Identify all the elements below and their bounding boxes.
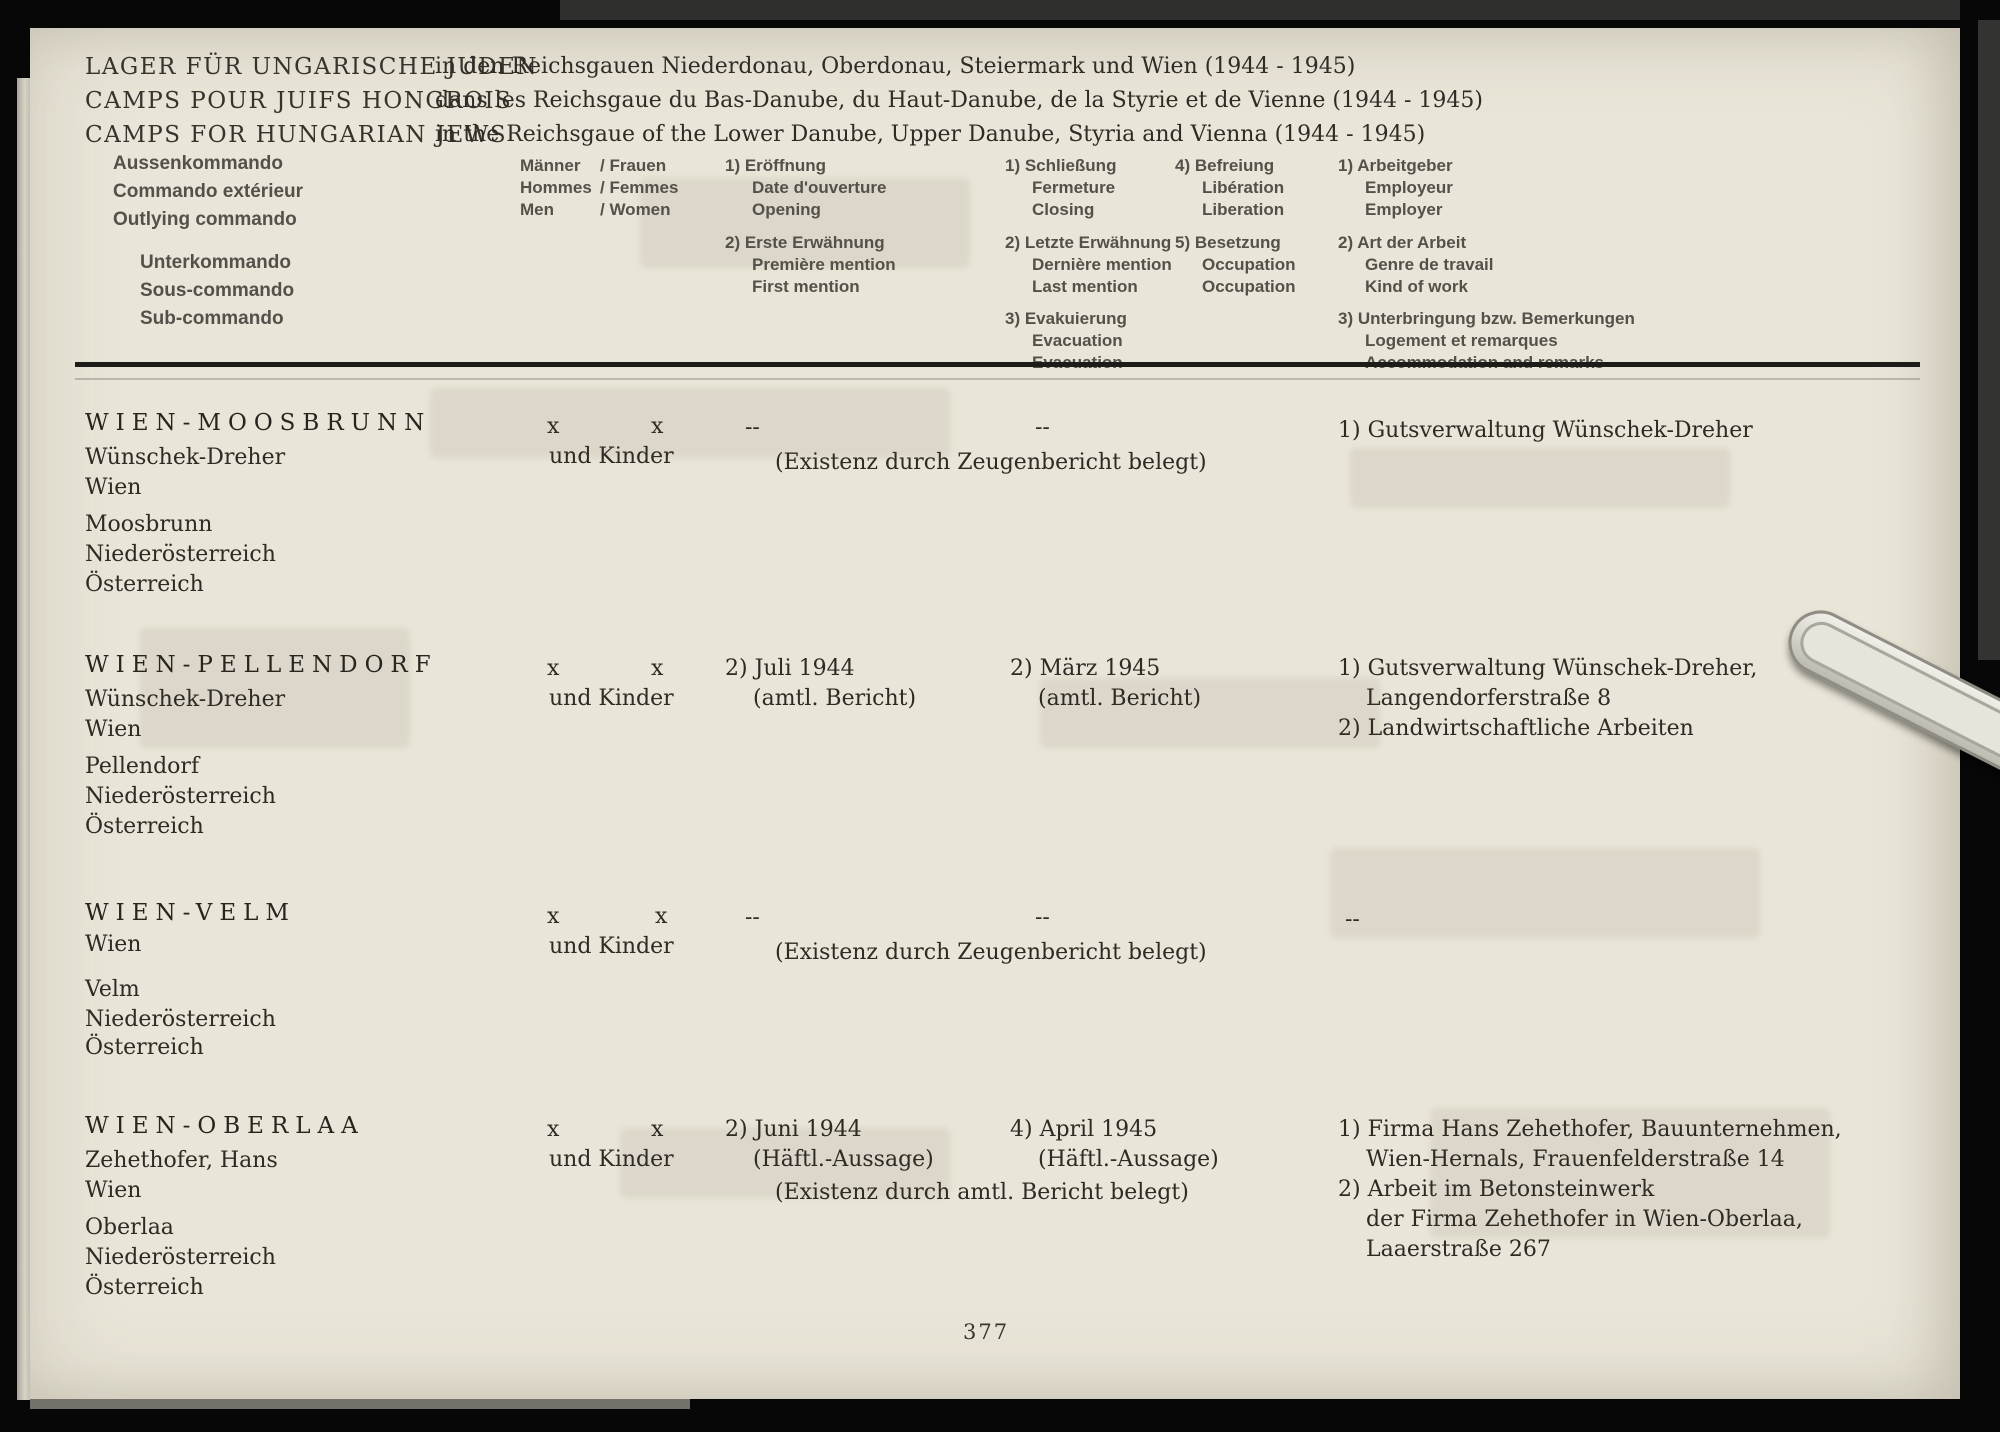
legend-line: Unterkommando [140,252,291,273]
camp-location-region: Niederösterreich [85,542,276,567]
legend-women-en: / Women [600,200,671,219]
legend-line: Commando extérieur [113,181,304,202]
existence-note: (Existenz durch Zeugenbericht belegt) [775,940,1207,965]
legend-line: Occupation [1202,255,1296,274]
employer-block [1338,416,1753,446]
scan-right-shadow [1978,20,2000,660]
first-mention-date: 2) Juni 1944 [725,1117,862,1142]
camp-city: Wien [85,475,142,500]
women-mark: x [651,1117,664,1142]
legend-line: Aussenkommando [113,153,283,174]
legend-outlying-commando [113,150,303,234]
employer-line: 1) Gutsverwaltung Wünschek-Dreher [1338,418,1753,443]
camp-location-town: Oberlaa [85,1215,174,1240]
legend-line: Fermeture [1032,178,1116,197]
legend-men-en: Men [520,200,554,219]
legend-men-de: Männer [520,156,581,175]
first-mention-source: (Häftl.-Aussage) [753,1147,934,1172]
camp-location-town: Moosbrunn [85,512,213,537]
title-region-en: in the Reichsgaue of the Lower Danube, Upper Danube, Styria and Vienna (1944 - 1945) [435,122,1426,147]
camp-location-region: Niederösterreich [85,784,276,809]
camp-city: Wien [85,1178,142,1203]
camp-operator: Zehethofer, Hans [85,1148,278,1173]
legend-line: Date d'ouverture [752,178,887,197]
legend-occupation [1175,232,1296,298]
legend-first-mention [725,232,896,298]
bleedthrough-smudge [1350,448,1730,508]
legend-line: Première mention [752,255,896,274]
kind-of-work-line: 2) Arbeit im Betonsteinwerk [1338,1177,1655,1202]
title-region-de: in den Reichsgauen Niederdonau, Oberdonau, Steiermark und Wien (1944 - 1945) [435,54,1356,79]
employer-line: Langendorferstraße 8 [1366,686,1612,711]
children-note: und Kinder [549,1147,674,1172]
kind-of-work-line: 2) Landwirtschaftliche Arbeiten [1338,716,1694,741]
employer-line: 1) Gutsverwaltung Wünschek-Dreher, [1338,656,1758,681]
legend-line: 2) Letzte Erwähnung [1005,233,1172,252]
women-mark: x [651,656,664,681]
legend-line: 3) Evakuierung [1005,309,1127,328]
camp-name: WIEN-MOOSBRUNN [85,410,432,436]
camp-location-region: Niederösterreich [85,1007,276,1032]
legend-last-mention [1005,232,1172,298]
header-divider-rule [75,362,1920,367]
legend-line: 3) Unterbringung bzw. Bemerkungen [1338,309,1635,328]
employer-block [1338,1115,1842,1265]
legend-line: Opening [752,200,821,219]
men-mark: x [547,656,560,681]
children-note: und Kinder [549,934,674,959]
legend-line: Closing [1032,200,1095,219]
legend-line: Sub-commando [140,308,284,329]
title-region-fr: dans les Reichsgaue du Bas-Danube, du Haut-Danube, de la Styrie et de Vienne (1944 - 1945) [435,88,1483,113]
legend-line: Outlying commando [113,209,297,230]
page-bottom-edge [30,1399,690,1409]
opening-value: -- [745,905,760,930]
camp-name: WIEN-PELLENDORF [85,652,438,678]
legend-women-fr: / Femmes [600,178,679,197]
page-number: 377 [963,1320,1010,1344]
legend-line: Dernière mention [1032,255,1172,274]
employer-value: -- [1345,907,1360,932]
legend-kind-of-work [1338,232,1494,298]
liberation-source: (Häftl.-Aussage) [1038,1147,1219,1172]
legend-liberation [1175,155,1284,221]
legend-line: 1) Eröffnung [725,156,827,175]
men-mark: x [547,1117,560,1142]
legend-sub-commando [140,249,294,333]
first-mention-date: 2) Juli 1944 [725,656,855,681]
camp-name: WIEN-OBERLAA [85,1113,365,1139]
legend-line: 2) Art der Arbeit [1338,233,1467,252]
children-note: und Kinder [549,444,674,469]
kind-of-work-line: Laaerstraße 267 [1366,1237,1551,1262]
employer-line: Wien-Hernals, Frauenfelderstraße 14 [1366,1147,1785,1172]
closing-value: -- [1035,415,1050,440]
legend-line: Employer [1365,200,1443,219]
camp-location-town: Velm [85,977,140,1002]
women-mark: x [655,904,668,929]
employer-block [1338,654,1757,744]
men-mark: x [547,904,560,929]
legend-line: Liberation [1202,200,1285,219]
camp-location-country: Österreich [85,1275,204,1300]
kind-of-work-line: der Firma Zehethofer in Wien-Oberlaa, [1366,1207,1803,1232]
title-line-fr: CAMPS POUR JUIFS HONGROIS [85,88,513,114]
legend-line: Kind of work [1365,277,1468,296]
first-mention-source: (amtl. Bericht) [753,686,917,711]
camp-location-town: Pellendorf [85,754,200,779]
legend-men-fr: Hommes [520,178,592,197]
existence-note: (Existenz durch amtl. Bericht belegt) [775,1180,1189,1205]
existence-note: (Existenz durch Zeugenbericht belegt) [775,450,1207,475]
camp-location-region: Niederösterreich [85,1245,276,1270]
legend-line: Sous-commando [140,280,295,301]
title-line-de: LAGER FÜR UNGARISCHE JUDEN [85,54,539,80]
camp-location-country: Österreich [85,1035,204,1060]
legend-women-de: / Frauen [600,156,667,175]
children-note: und Kinder [549,686,674,711]
legend-line: Libération [1202,178,1285,197]
legend-men-women [520,155,678,221]
camp-location-country: Österreich [85,814,204,839]
liberation-block [1010,1115,1219,1175]
legend-line: 4) Befreiung [1175,156,1275,175]
last-mention-date: 2) März 1945 [1010,656,1161,681]
legend-line: Occupation [1202,277,1296,296]
title-line-en: CAMPS FOR HUNGARIAN JEWS [85,122,508,148]
title-region-multilingual [435,50,1483,152]
opening-value: -- [745,415,760,440]
bleedthrough-smudge [1330,848,1760,938]
first-mention-block [725,1115,934,1175]
legend-line: Employeur [1365,178,1453,197]
closing-value: -- [1035,905,1050,930]
legend-line: 5) Besetzung [1175,233,1281,252]
women-mark: x [651,414,664,439]
last-mention-source: (amtl. Bericht) [1038,686,1202,711]
legend-opening [725,155,886,221]
camp-operator: Wünschek-Dreher [85,687,286,712]
scan-top-shadow [560,0,1960,20]
legend-line: 1) Arbeitgeber [1338,156,1453,175]
legend-line [520,199,678,221]
legend-line: Last mention [1032,277,1138,296]
header-divider-rule-shadow [75,378,1920,380]
legend-line: 2) Erste Erwähnung [725,233,885,252]
employer-line: 1) Firma Hans Zehethofer, Bauunternehmen, [1338,1117,1842,1142]
legend-line [520,155,678,177]
legend-line [520,177,678,199]
camp-city: Wien [85,932,142,957]
legend-line: Genre de travail [1365,255,1494,274]
camp-operator: Wünschek-Dreher [85,445,286,470]
legend-line: Evacuation [1032,331,1123,350]
men-mark: x [547,414,560,439]
camp-name: WIEN-VELM [85,900,296,926]
legend-line: Logement et remarques [1365,331,1558,350]
liberation-date: 4) April 1945 [1010,1117,1158,1142]
last-mention-block [1010,654,1201,714]
legend-closing [1005,155,1116,221]
camp-location-country: Österreich [85,572,204,597]
legend-line: 1) Schließung [1005,156,1117,175]
first-mention-block [725,654,916,714]
legend-employer [1338,155,1453,221]
camp-city: Wien [85,717,142,742]
legend-line: First mention [752,277,860,296]
